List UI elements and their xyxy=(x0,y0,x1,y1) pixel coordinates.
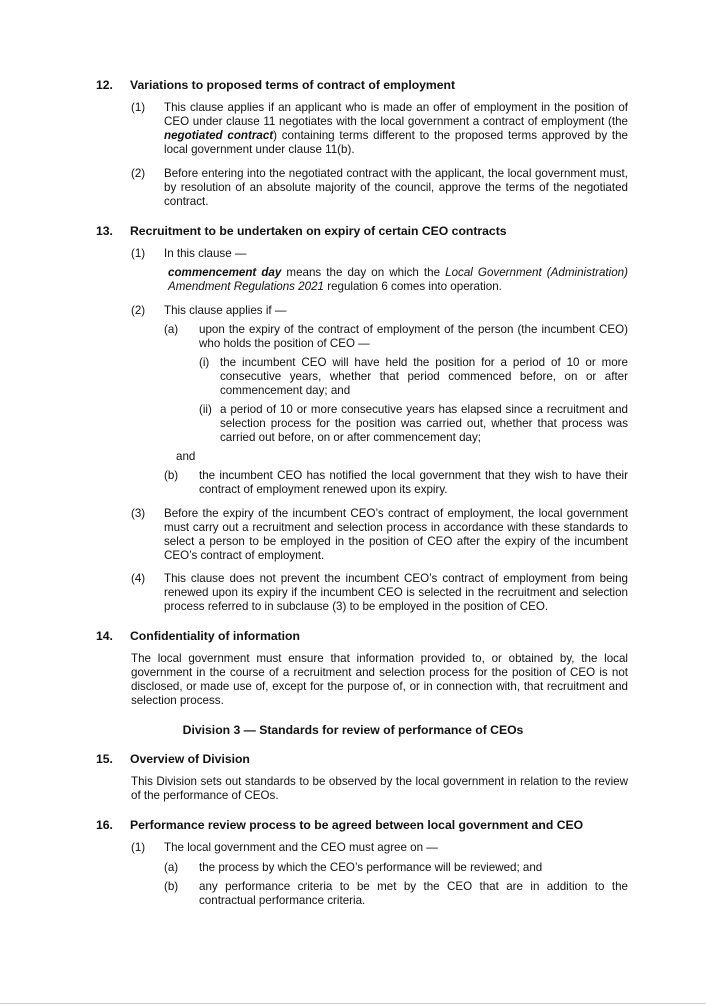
section-title: Overview of Division xyxy=(130,752,250,766)
page-bottom-divider xyxy=(0,1003,706,1004)
definition: commencement day means the day on which the Local Government (Administration) Amendment Regulations 2021 regulation 6 comes into operation. xyxy=(168,266,628,293)
section-text: This Division sets out standards to be observed by the local government in relation to the review of the performance of CEOs. xyxy=(131,775,628,802)
subparagraph-text: a period of 10 or more consecutive years has elapsed since a recruitment and selection process for the position was carried out, whether that process was carried out before, on or after commencement day; xyxy=(220,403,628,444)
section-number: 16. xyxy=(96,818,113,832)
conjunction: and xyxy=(176,450,196,463)
subparagraph-label: (i) xyxy=(199,356,210,369)
paragraph-label: (a) xyxy=(164,323,179,336)
subclause-label: (4) xyxy=(131,572,146,585)
subclause-label: (1) xyxy=(131,247,146,260)
section-title: Performance review process to be agreed between local government and CEO xyxy=(130,818,584,832)
subclause-text: Before entering into the negotiated contract with the applicant, the local government must, by resolution of an absolute majority of the council, approve the terms of the negotiated contract. xyxy=(164,167,628,208)
subparagraph-label: (ii) xyxy=(199,403,212,416)
defined-term: commencement day xyxy=(168,266,282,279)
paragraph-label: (b) xyxy=(164,880,179,893)
section-number: 14. xyxy=(96,629,113,643)
subclause-text: This clause applies if an applicant who is made an offer of employment in the position of CEO under clause 11 negotiates with the local government a contract of employment (the negotiated contract) containing terms different to the proposed terms approved by the local government under clause 11(b). xyxy=(164,101,628,156)
paragraph-text: any performance criteria to be met by the CEO that are in addition to the contractual performance criteria. xyxy=(199,880,628,907)
subclause-label: (1) xyxy=(131,841,146,854)
subclause-text: Before the expiry of the incumbent CEO’s contract of employment, the local government must carry out a recruitment and selection process in accordance with these standards to select a person to be employed in the position of CEO after the expiry of the incumbent CEO’s contract of employment. xyxy=(164,507,628,562)
section-title: Confidentiality of information xyxy=(130,629,300,643)
section-title: Recruitment to be undertaken on expiry of certain CEO contracts xyxy=(130,224,507,238)
subclause-text: This clause does not prevent the incumbent CEO’s contract of employment from being renewed upon its expiry if the incumbent CEO is selected in the recruitment and selection process referred to in subclause (3) to be employed in the position of CEO. xyxy=(164,572,628,613)
paragraph-text: upon the expiry of the contract of employment of the person (the incumbent CEO) who holds the position of CEO — xyxy=(199,323,628,350)
regulation-reference: Local Government (Administration) Amendment Regulations 2021 xyxy=(168,266,628,293)
defined-term: negotiated contract xyxy=(164,129,274,142)
paragraph-label: (a) xyxy=(164,861,179,874)
section-number: 13. xyxy=(96,224,113,238)
subclause-label: (2) xyxy=(131,167,146,180)
subclause-text: In this clause — xyxy=(164,247,247,260)
subclause-label: (3) xyxy=(131,507,146,520)
subclause-text: This clause applies if — xyxy=(164,304,287,317)
division-title: Division 3 — Standards for review of performance of CEOs xyxy=(182,723,524,737)
section-number: 12. xyxy=(96,78,113,92)
section-number: 15. xyxy=(96,752,113,766)
paragraph-text: the process by which the CEO’s performance will be reviewed; and xyxy=(199,861,543,874)
subclause-text: The local government and the CEO must agree on — xyxy=(164,841,438,854)
section-title: Variations to proposed terms of contract of employment xyxy=(130,78,456,92)
paragraph-text: the incumbent CEO has notified the local government that they wish to have their contract of employment renewed upon its expiry. xyxy=(199,469,628,496)
subclause-label: (2) xyxy=(131,304,146,317)
section-text: The local government must ensure that information provided to, or obtained by, the local government in the course of a recruitment and selection process for the position of CEO is not disclosed, or made use of, except for the purpose of, or in connection with, that recruitment and selection process. xyxy=(131,652,628,707)
subclause-label: (1) xyxy=(131,101,146,114)
paragraph-label: (b) xyxy=(164,469,179,482)
subparagraph-text: the incumbent CEO will have held the position for a period of 10 or more consecutive years, whether that period commenced before, on or after commencement day; and xyxy=(220,356,628,397)
